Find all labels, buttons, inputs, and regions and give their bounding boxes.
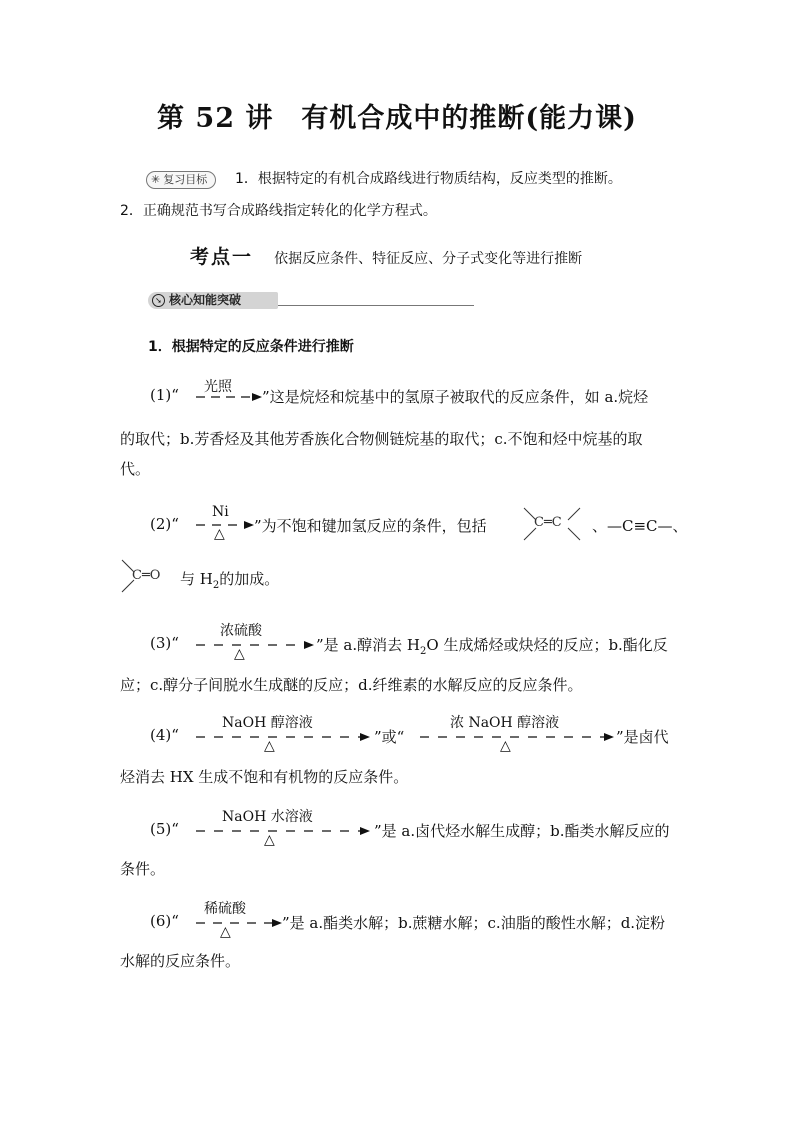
item-3-text2: 应；c.醇分子间脱水生成醚的反应；d.纤维素的水解反应的反应条件。 (120, 676, 583, 694)
dashed-arrow (194, 826, 372, 836)
item-2-alkyne: 、—C≡C—、 (592, 517, 688, 535)
item-3-text1: ”是 a.醇消去 H (316, 636, 420, 654)
item-4-row1 (150, 712, 710, 756)
item-1-row1 (150, 376, 690, 406)
dashed-arrow (194, 918, 284, 928)
page-title: 第 52 讲 有机合成中的推断(能力课) (157, 103, 637, 134)
item-6-row1 (150, 898, 710, 942)
item-1-text3: 代。 (120, 460, 151, 478)
heat-triangle: △ (234, 646, 245, 662)
item-1-condition: 光照 (204, 379, 232, 395)
item-6-text2: 水解的反应条件。 (120, 952, 241, 970)
item-2-with: 与 H (180, 570, 213, 588)
heat-triangle: △ (264, 832, 275, 848)
dashed-arrow (418, 732, 616, 742)
item-4-text1: ”是卤代 (616, 728, 669, 746)
item-3-text1b: O 生成烯烃或炔烃的反应；b.酯化反 (426, 636, 668, 654)
review-goal-1: 1．根据特定的有机合成路线进行物质结构，反应类型的推断。 (235, 171, 622, 187)
arrow-circle-icon: ➘ (152, 294, 165, 307)
heading-1: 1．根据特定的反应条件进行推断 (148, 339, 354, 355)
item-2-row2 (118, 556, 418, 600)
dashed-arrow (194, 640, 316, 650)
item-5-row1 (150, 806, 710, 850)
heat-triangle: △ (500, 738, 511, 754)
item-2-condition: Ni (212, 504, 229, 520)
review-goals-line1 (146, 168, 622, 189)
item-3-condition: 浓硫酸 (220, 623, 262, 639)
dashed-arrow (194, 732, 372, 742)
item-1-text1: ”这是烷烃和烷基中的氢原子被取代的反应条件，如 a.烷烃 (262, 388, 649, 406)
alkene-label: C═C (534, 515, 562, 530)
review-goal-2: 2．正确规范书写合成路线指定转化的化学方程式。 (120, 203, 437, 219)
dashed-arrow (194, 392, 264, 402)
item-4-mid: ”或“ (374, 728, 405, 746)
item-6-condition: 稀硫酸 (204, 901, 246, 917)
heat-triangle: △ (220, 924, 231, 940)
item-2-tail: 的加成。 (219, 570, 280, 588)
heat-triangle: △ (264, 738, 275, 754)
item-3-row1 (150, 620, 690, 664)
kaodian-desc: 依据反应条件、特征反应、分子式变化等进行推断 (274, 251, 583, 267)
banner-rule (278, 305, 474, 306)
item-1-num: (1)“ (150, 386, 179, 404)
item-6-num: (6)“ (150, 912, 179, 930)
item-4-num: (4)“ (150, 726, 179, 744)
item-2-num: (2)“ (150, 515, 179, 533)
item-1-text2: 的取代；b.芳香烃及其他芳香族化合物侧链烷基的取代；c.不饱和烃中烷基的取 (120, 430, 643, 448)
item-5-condition: NaOH 水溶液 (222, 809, 313, 825)
heat-triangle: △ (214, 526, 225, 542)
banner-label: 核心知能突破 (169, 293, 242, 307)
item-4-condition1: NaOH 醇溶液 (222, 715, 313, 731)
h2-subscript: 2 (212, 580, 220, 591)
h2o-subscript: 2 (420, 646, 427, 657)
review-goals-badge: ✳ 复习目标 (146, 171, 216, 189)
item-2-text1: ”为不饱和键加氢反应的条件，包括 (254, 517, 487, 535)
item-4-condition2: 浓 NaOH 醇溶液 (450, 715, 560, 731)
item-5-num: (5)“ (150, 820, 179, 838)
section-banner (148, 292, 474, 309)
kaodian-label: 考点一 (190, 246, 254, 268)
kaodian-heading (190, 242, 582, 269)
item-3-num: (3)“ (150, 634, 179, 652)
item-2-row1 (150, 504, 690, 548)
item-6-text1: ”是 a.酯类水解；b.蔗糖水解；c.油脂的酸性水解；d.淀粉 (282, 914, 666, 932)
item-5-text1: ”是 a.卤代烃水解生成醇；b.酯类水解反应的 (374, 822, 670, 840)
sparkle-icon: ✳ (151, 173, 161, 186)
item-4-text2: 烃消去 HX 生成不饱和有机物的反应条件。 (120, 768, 409, 786)
item-5-text2: 条件。 (120, 860, 166, 878)
carbonyl-label: C═O (132, 568, 161, 583)
dashed-arrow (194, 520, 256, 530)
